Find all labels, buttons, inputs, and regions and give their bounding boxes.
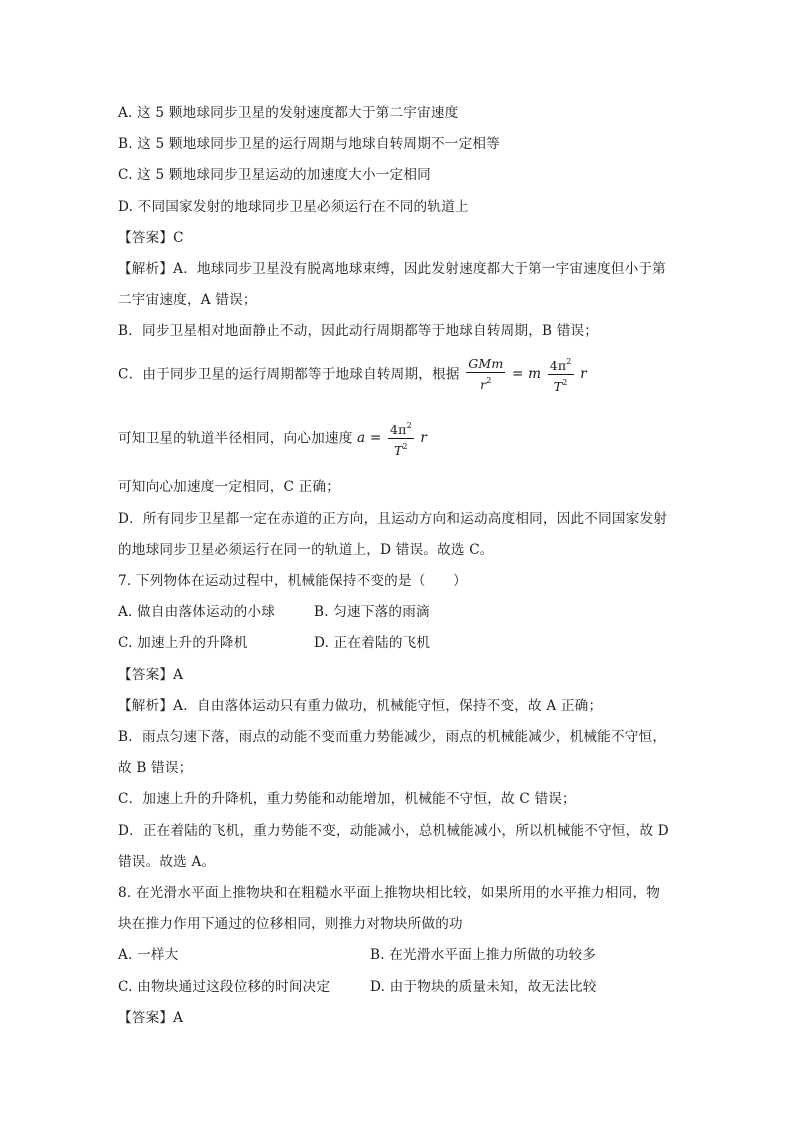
formula-lhs-denominator: $r^2$ bbox=[466, 372, 505, 393]
gravitation-formula bbox=[464, 356, 587, 394]
q6-analysis-line-8: 的地球同步卫星必须运行在同一的轨道上，D 错误。故选 C。 bbox=[118, 542, 494, 558]
formula-acc-denominator: $T^2$ bbox=[388, 438, 414, 459]
q6-analysis-line-1: 【解析】A．地球同步卫星没有脱离地球束缚，因此发射速度都大于第一宇宙速度但小于第 bbox=[118, 261, 666, 277]
q6-analysis-line-4 bbox=[118, 354, 587, 395]
q6-option-d: D. 不同国家发射的地球同步卫星必须运行在不同的轨道上 bbox=[118, 199, 469, 215]
formula-rhs-denominator: $T^2$ bbox=[548, 374, 574, 395]
q6-analysis-line-5 bbox=[118, 418, 427, 459]
q7-answer: 【答案】A bbox=[118, 667, 184, 683]
q6-analysis-line-3: B．同步卫星相对地面静止不动，因此动行周期都等于地球自转周期，B 错误； bbox=[118, 323, 599, 339]
formula-acc-r: r bbox=[420, 430, 428, 446]
q6-option-c: C. 这 5 颗地球同步卫星运动的加速度大小一定相同 bbox=[118, 167, 431, 183]
q8-option-b: B. 在光滑水平面上推力所做的功较多 bbox=[370, 947, 597, 963]
q7-analysis-line-1: 【解析】A．自由落体运动只有重力做功，机械能守恒，保持不变，故 A 正确； bbox=[118, 698, 603, 714]
formula-rhs-numerator: $4\pi^2$ bbox=[549, 357, 572, 373]
formula-acc-numerator: $4\pi^2$ bbox=[389, 421, 412, 437]
q8-options-row-2 bbox=[118, 978, 597, 996]
acceleration-formula bbox=[357, 421, 428, 458]
formula-lhs-fraction bbox=[466, 356, 505, 393]
q6-option-a: A. 这 5 颗地球同步卫星的发射速度都大于第二宇宙速度 bbox=[118, 105, 459, 121]
q6-answer: 【答案】C bbox=[118, 230, 184, 246]
q7-options-row-1 bbox=[118, 603, 430, 621]
q7-analysis-line-5: D．正在着陆的飞机，重力势能不变，动能减小，总机械能减小，所以机械能不守恒，故 D bbox=[118, 823, 669, 839]
q8-option-a: A. 一样大 bbox=[118, 947, 179, 963]
q7-analysis-line-4: C．加速上升的升降机，重力势能和动能增加，机械能不守恒，故 C 错误； bbox=[118, 791, 576, 807]
q6-analysis-line-7: D．所有同步卫星都一定在赤道的正方向，且运动方向和运动高度相同，因此不同国家发射 bbox=[118, 511, 668, 527]
q7-option-d: D. 正在着陆的飞机 bbox=[314, 635, 431, 651]
q7-option-a: A. 做自由落体运动的小球 bbox=[118, 604, 275, 620]
q7-analysis-line-6: 错误。故选 A。 bbox=[118, 854, 216, 870]
q7-option-c: C. 加速上升的升降机 bbox=[118, 635, 248, 651]
q6-analysis-line-4-text: C．由于同步卫星的运行周期都等于地球自转周期，根据 bbox=[118, 366, 460, 383]
q6-analysis-line-2: 二宇宙速度，A 错误； bbox=[118, 292, 257, 308]
q7-stem: 7. 下列物体在运动过程中，机械能保持不变的是（ ） bbox=[118, 573, 467, 589]
q7-options-row-2 bbox=[118, 634, 431, 652]
q8-stem-line-2: 块在推力作用下通过的位移相同，则推力对物块所做的功 bbox=[118, 916, 463, 932]
formula-r: r bbox=[580, 366, 587, 382]
q6-analysis-line-6: 可知向心加速度一定相同，C 正确； bbox=[118, 479, 341, 495]
formula-lhs-numerator: GMm bbox=[468, 356, 504, 371]
q8-option-d: D. 由于物块的质量未知，故无法比较 bbox=[370, 979, 597, 995]
formula-equals-m: = m bbox=[511, 366, 542, 382]
formula-acc-fraction bbox=[388, 418, 414, 459]
formula-a-equals: a = bbox=[357, 430, 382, 446]
formula-rhs-fraction bbox=[548, 354, 574, 395]
q7-analysis-line-2: B．雨点匀速下落，雨点的动能不变而重力势能减少，雨点的机械能减少，机械能不守恒， bbox=[118, 729, 667, 745]
q6-analysis-line-5-text: 可知卫星的轨道半径相同，向心加速度 bbox=[118, 430, 353, 447]
q8-stem-line-1: 8. 在光滑水平面上推物块和在粗糙水平面上推物块相比较，如果所用的水平推力相同，物 bbox=[118, 885, 661, 901]
q8-options-row-1 bbox=[118, 946, 597, 964]
q7-analysis-line-3: 故 B 错误； bbox=[118, 760, 193, 776]
q8-answer: 【答案】A bbox=[118, 1010, 184, 1026]
q6-option-b: B. 这 5 颗地球同步卫星的运行周期与地球自转周期不一定相等 bbox=[118, 136, 500, 152]
q8-option-c: C. 由物块通过这段位移的时间决定 bbox=[118, 979, 331, 995]
q7-option-b: B. 匀速下落的雨滴 bbox=[314, 604, 430, 620]
